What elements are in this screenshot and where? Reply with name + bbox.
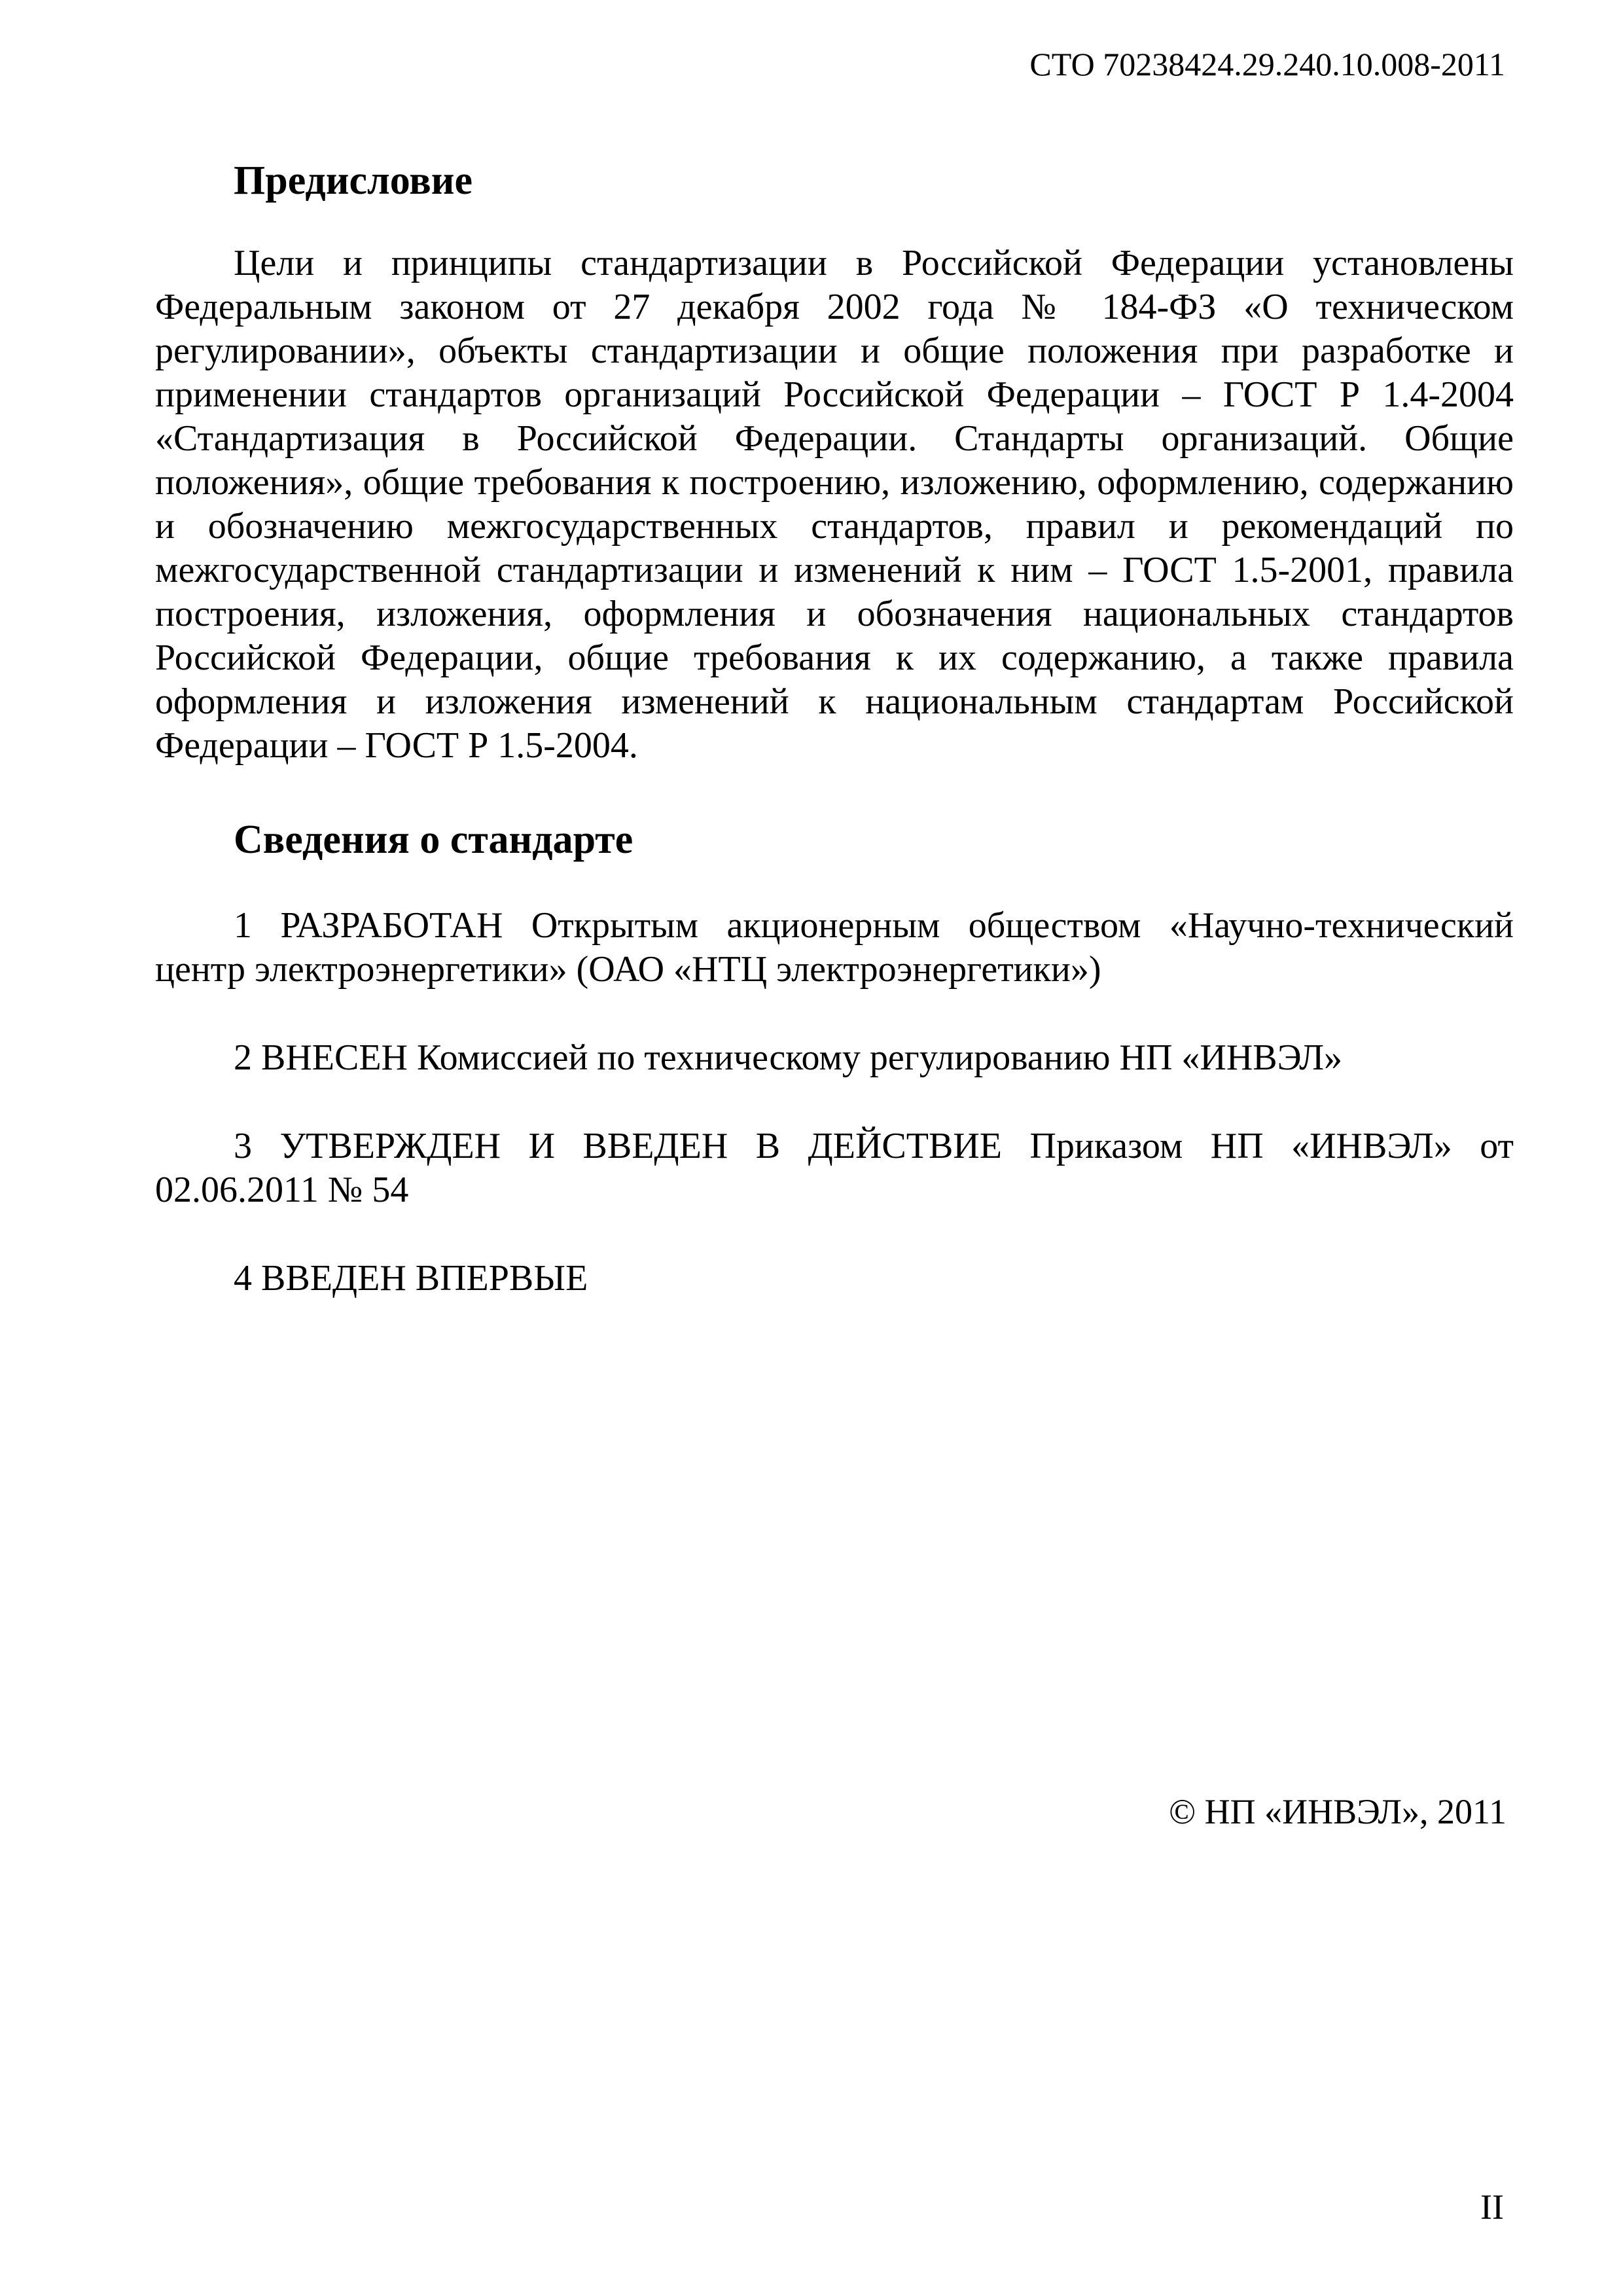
standard-info-item-1: 1 РАЗРАБОТАН Открытым акционерным обществом «Научно-технический центр электроэнергетики» (ОАО «НТЦ электроэнергетики») — [155, 905, 1514, 990]
document-code: СТО 70238424.29.240.10.008-2011 — [1029, 46, 1505, 82]
foreword-paragraph: Цели и принципы стандартизации в Российской Федерации установлены Федеральным законом от 27 декабря 2002 года № 184-ФЗ «О техническом регулировании», объекты стандартизации и общие положения при разработке и применении стандартов организаций Российской Федерации – ГОСТ Р 1.4-2004 «Стандартизация в Российской Федерации. Стандарты организаций. Общие положения», общие требования к построению, изложению, оформлению, содержанию и обозначению межгосударственных стандартов, правил и рекомендаций по межгосударственной стандартизации и изменений к ним – ГОСТ 1.5-2001, правила построения, изложения, оформления и обозначения национальных стандартов Российской Федерации, общие требования к их содержанию, а также правила оформления и изложения изменений к национальным стандартам Российской Федерации – ГОСТ Р 1.5-2004. — [155, 243, 1514, 766]
standard-info-item-2: 2 ВНЕСЕН Комиссией по техническому регулированию НП «ИНВЭЛ» — [234, 1037, 1343, 1078]
page-number: II — [1480, 2187, 1504, 2227]
standard-info-heading: Сведения о стандарте — [234, 817, 633, 862]
page-content — [155, 154, 1514, 1300]
copyright-notice: © НП «ИНВЭЛ», 2011 — [1169, 1792, 1507, 1831]
standard-info-item-4: 4 ВВЕДЕН ВПЕРВЫЕ — [234, 1258, 588, 1299]
standard-info-item-3: 3 УТВЕРЖДЕН И ВВЕДЕН В ДЕЙСТВИЕ Приказом НП «ИНВЭЛ» от 02.06.2011 № 54 — [155, 1126, 1514, 1210]
foreword-heading: Предисловие — [234, 158, 473, 203]
